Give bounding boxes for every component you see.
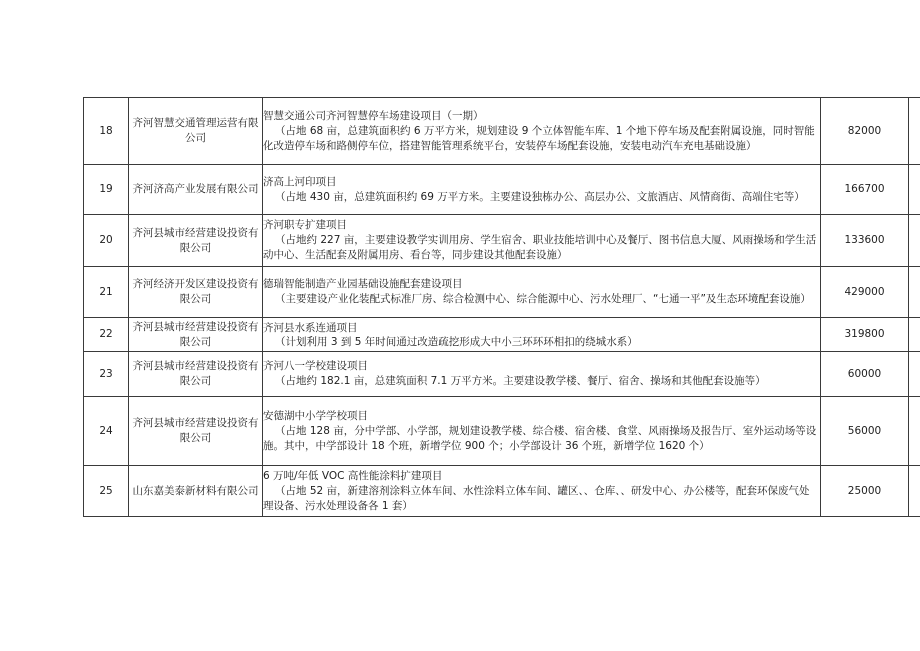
investment-amount: 166700 xyxy=(821,165,909,215)
project-title: 6 万吨/年低 VOC 高性能涂料扩建项目 xyxy=(263,469,443,482)
project-description: （占地 68 亩，总建筑面积约 6 万平方米，规划建设 9 个立体智能车库、1 个地下停车场及配套附属设施，同时智能化改造停车场和路侧停车位，搭建智能管理系统平台，安装停车场配套设施，安装电动汽车充电基础设施） xyxy=(263,124,815,152)
project-cell xyxy=(263,165,821,215)
investment-amount: 319800 xyxy=(821,318,909,352)
project-title: 齐河八一学校建设项目 xyxy=(263,360,368,372)
project-cell xyxy=(263,267,821,318)
project-description: （占地 128 亩，分中学部、小学部，规划建设教学楼、综合楼、宿舍楼、食堂、风雨操场及报告厅、室外运动场等设施。其中，中学部设计 18 个班，新增学位 900 个；小学部设计 36 个班，新增学位 1620 个） xyxy=(263,424,817,452)
project-title: 济高上河印项目 xyxy=(263,175,337,188)
investment-amount: 133600 xyxy=(821,215,909,267)
project-cell xyxy=(263,215,821,267)
row-number: 25 xyxy=(84,466,129,517)
project-description: （占地 430 亩，总建筑面积约 69 万平方米。主要建设独栋办公、高层办公、文旅酒店、风情商街、高端住宅等） xyxy=(275,190,805,203)
project-title: 德瑞智能制造产业园基础设施配套建设项目 xyxy=(263,278,463,290)
table-row xyxy=(84,352,920,397)
extra-cell xyxy=(909,466,920,517)
company-name: 齐河经济开发区建设投资有限公司 xyxy=(129,267,263,318)
row-number: 20 xyxy=(84,215,129,267)
company-name: 齐河县城市经营建设投资有限公司 xyxy=(129,318,263,352)
investment-amount: 60000 xyxy=(821,352,909,397)
table-row xyxy=(84,318,920,352)
row-number: 19 xyxy=(84,165,129,215)
company-name: 齐河县城市经营建设投资有限公司 xyxy=(129,397,263,466)
project-title: 齐河职专扩建项目 xyxy=(263,219,347,231)
investment-amount: 429000 xyxy=(821,267,909,318)
row-number: 24 xyxy=(84,397,129,466)
row-number: 22 xyxy=(84,318,129,352)
table-row xyxy=(84,466,920,517)
extra-cell xyxy=(909,318,920,352)
project-cell xyxy=(263,98,821,165)
table-row xyxy=(84,165,920,215)
company-name: 齐河济高产业发展有限公司 xyxy=(129,165,263,215)
investment-amount: 25000 xyxy=(821,466,909,517)
project-title: 智慧交通公司齐河智慧停车场建设项目（一期） xyxy=(263,109,484,122)
investment-amount: 82000 xyxy=(821,98,909,165)
company-name: 齐河县城市经营建设投资有限公司 xyxy=(129,215,263,267)
extra-cell xyxy=(909,98,920,165)
project-description: （占地约 227 亩，主要建设教学实训用房、学生宿舍、职业技能培训中心及餐厅、图书信息大厦、风雨操场和学生活动中心、生活配套及附属用房、看台等，同步建设其他配套设施） xyxy=(263,234,817,261)
row-number: 23 xyxy=(84,352,129,397)
project-description: （计划利用 3 到 5 年时间通过改造疏挖形成大中小三环环环相扣的绕城水系） xyxy=(275,335,638,348)
table-row xyxy=(84,215,920,267)
project-cell xyxy=(263,318,821,352)
company-name: 齐河县城市经营建设投资有限公司 xyxy=(129,352,263,397)
project-description: （占地约 182.1 亩，总建筑面积 7.1 万平方米。主要建设教学楼、餐厅、宿舍、操场和其他配套设施等） xyxy=(275,375,766,387)
project-cell xyxy=(263,397,821,466)
table-row xyxy=(84,98,920,165)
row-number: 18 xyxy=(84,98,129,165)
project-title: 安德湖中小学学校项目 xyxy=(263,409,368,422)
extra-cell xyxy=(909,165,920,215)
project-description: （主要建设产业化装配式标准厂房、综合检测中心、综合能源中心、污水处理厂、“七通一平”及生态环境配套设施） xyxy=(275,293,811,305)
extra-cell xyxy=(909,215,920,267)
company-name: 齐河智慧交通管理运营有限公司 xyxy=(129,98,263,165)
extra-cell xyxy=(909,352,920,397)
table-row xyxy=(84,397,920,466)
extra-cell xyxy=(909,397,920,466)
table-row xyxy=(84,267,920,318)
project-title: 齐河县水系连通项目 xyxy=(263,321,358,334)
company-name: 山东嘉美泰新材料有限公司 xyxy=(129,466,263,517)
investment-amount: 56000 xyxy=(821,397,909,466)
project-table xyxy=(83,97,920,517)
extra-cell xyxy=(909,267,920,318)
project-cell xyxy=(263,466,821,517)
project-description: （占地 52 亩，新建溶剂涂料立体车间、水性涂料立体车间、罐区、、仓库、、研发中心、办公楼等，配套环保废气处理设备、污水处理设备各 1 套） xyxy=(263,484,810,512)
project-cell xyxy=(263,352,821,397)
row-number: 21 xyxy=(84,267,129,318)
